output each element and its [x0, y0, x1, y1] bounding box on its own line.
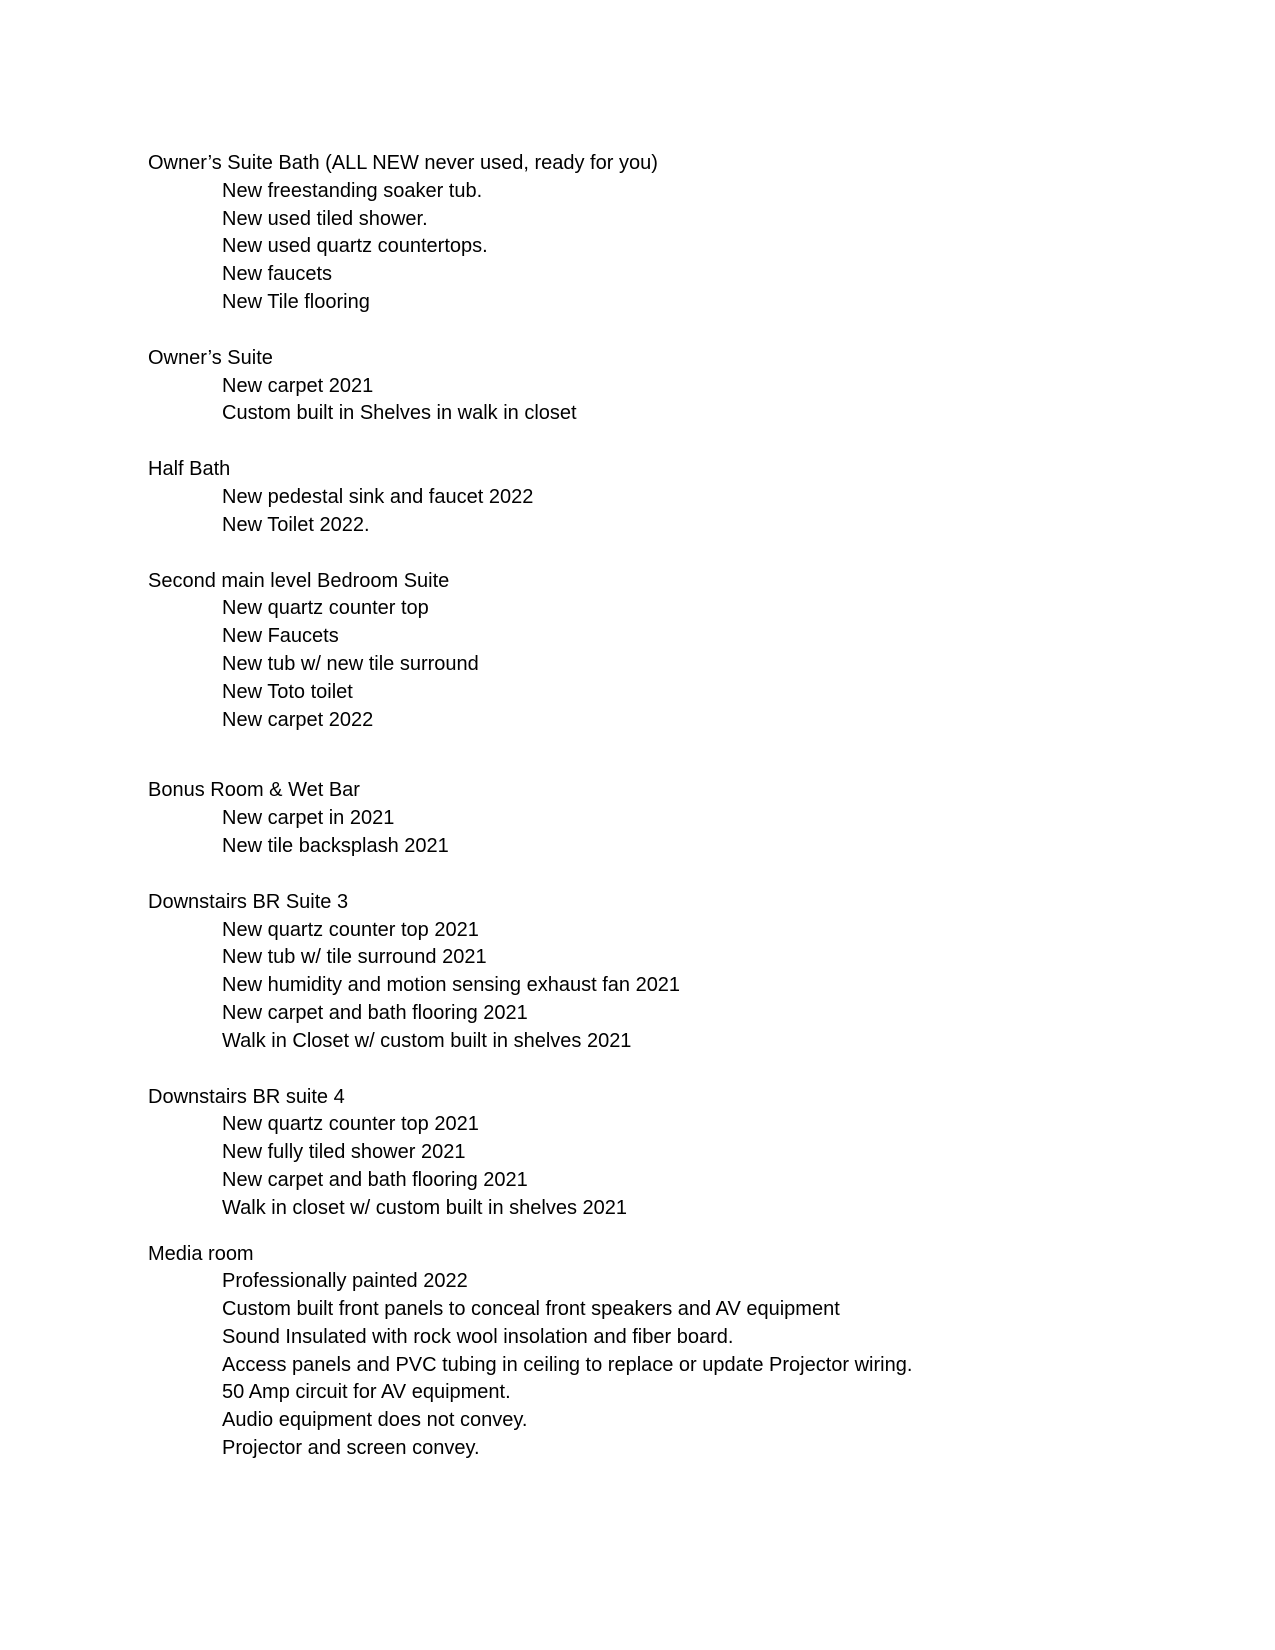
list-item: New used tiled shower. — [222, 207, 428, 230]
list-item: Walk in Closet w/ custom built in shelves 2021 — [222, 1029, 632, 1052]
list-item: New Toto toilet — [222, 680, 353, 703]
list-item: New pedestal sink and faucet 2022 — [222, 485, 534, 508]
section-spacer — [148, 317, 1188, 345]
list-item: Sound Insulated with rock wool insolation and fiber board. — [222, 1325, 734, 1348]
section-owners-suite-bath — [148, 150, 1188, 317]
list-item: Custom built in Shelves in walk in closet — [222, 402, 577, 425]
section-downstairs-br-suite-4 — [148, 1084, 1188, 1223]
section-owners-suite — [148, 345, 1188, 428]
list-item: New carpet and bath flooring 2021 — [222, 1168, 528, 1191]
list-item: New tile backsplash 2021 — [222, 834, 449, 857]
list-item: New Tile flooring — [222, 290, 370, 313]
list-item: New carpet 2021 — [222, 374, 374, 397]
section-title: Second main level Bedroom Suite — [148, 569, 450, 592]
section-title: Owner’s Suite Bath (ALL NEW never used, ready for you) — [148, 152, 658, 174]
section-media-room — [148, 1241, 1188, 1463]
section-title: Half Bath — [148, 458, 231, 481]
list-item: New quartz counter top 2021 — [222, 1113, 479, 1136]
list-item: Walk in closet w/ custom built in shelves 2021 — [222, 1196, 627, 1219]
list-item: 50 Amp circuit for AV equipment. — [222, 1381, 511, 1404]
section-title: Downstairs BR Suite 3 — [148, 890, 349, 913]
list-item: New tub w/ new tile surround — [222, 652, 479, 675]
section-spacer — [148, 734, 1188, 777]
section-title: Bonus Room & Wet Bar — [148, 779, 360, 802]
section-spacer — [148, 1056, 1188, 1084]
section-spacer — [148, 540, 1188, 568]
section-title: Downstairs BR suite 4 — [148, 1085, 345, 1108]
list-item: Projector and screen convey. — [222, 1437, 480, 1460]
section-title: Owner’s Suite — [148, 346, 273, 369]
section-downstairs-br-suite-3 — [148, 889, 1188, 1056]
list-item: New tub w/ tile surround 2021 — [222, 946, 487, 969]
section-bonus-room-wet-bar — [148, 777, 1188, 860]
list-item: New used quartz countertops. — [222, 235, 488, 258]
list-item: New carpet in 2021 — [222, 807, 395, 830]
list-item: Access panels and PVC tubing in ceiling to replace or update Projector wiring. — [222, 1353, 913, 1376]
list-item: New Toilet 2022. — [222, 513, 370, 536]
list-item: New fully tiled shower 2021 — [222, 1141, 466, 1164]
section-half-bath — [148, 456, 1188, 539]
list-item: New carpet and bath flooring 2021 — [222, 1001, 528, 1024]
list-item: New Faucets — [222, 625, 339, 648]
list-item: New faucets — [222, 263, 333, 286]
list-item: New humidity and motion sensing exhaust fan 2021 — [222, 974, 681, 997]
section-spacer — [148, 1223, 1188, 1241]
list-item: New quartz counter top 2021 — [222, 918, 479, 941]
section-second-main-level-bedroom-suite — [148, 568, 1188, 735]
list-item: New carpet 2022 — [222, 708, 374, 731]
document-content — [148, 150, 1188, 1463]
list-item: Audio equipment does not convey. — [222, 1409, 528, 1432]
list-item: New freestanding soaker tub. — [222, 179, 483, 202]
list-item: Custom built front panels to conceal front speakers and AV equipment — [222, 1298, 840, 1321]
section-title: Media room — [148, 1242, 254, 1265]
list-item: Professionally painted 2022 — [222, 1270, 468, 1293]
list-item: New quartz counter top — [222, 597, 429, 620]
section-spacer — [148, 861, 1188, 889]
section-spacer — [148, 428, 1188, 456]
